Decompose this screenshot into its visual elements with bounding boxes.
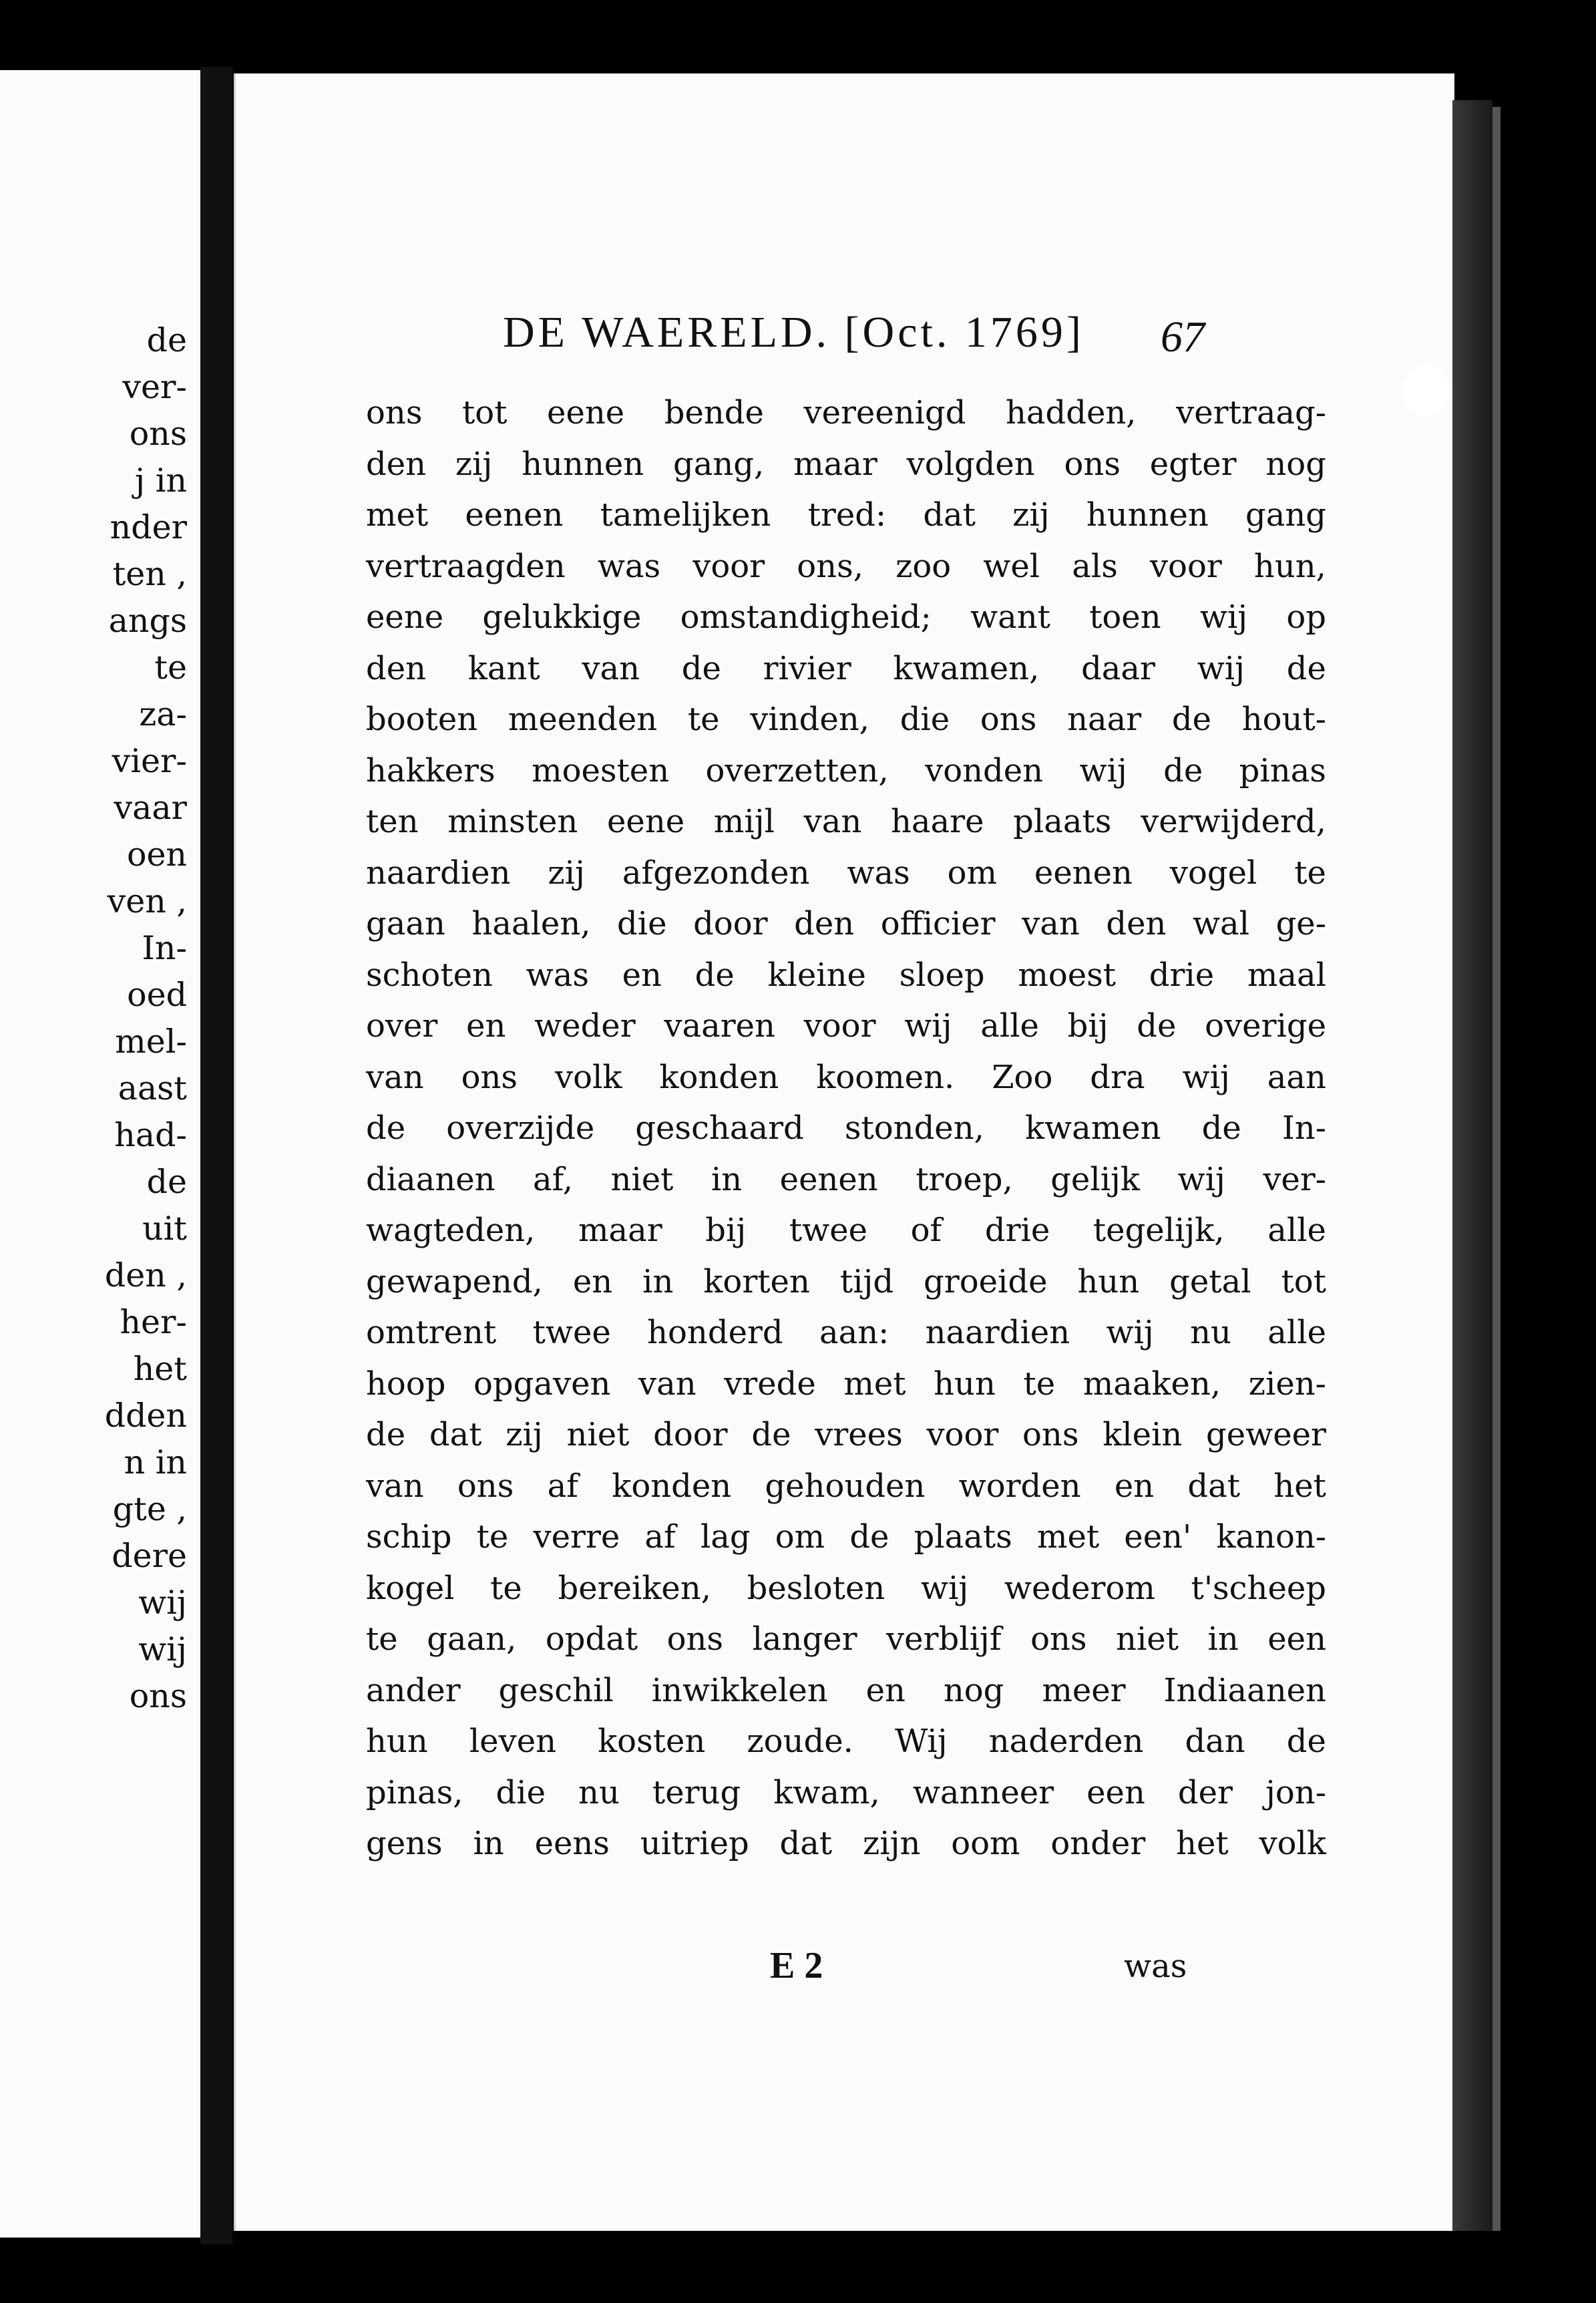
book-gutter [200, 67, 232, 2244]
page-number: 67 [1161, 313, 1205, 361]
text-line: hun leven kosten zoude. Wij naderden dan de [366, 1723, 1326, 1760]
page-edge [1452, 100, 1492, 2231]
left-page-line: te [154, 649, 187, 687]
text-line: hakkers moesten overzetten, vonden wij de pinas [366, 751, 1326, 789]
body-text [366, 387, 1326, 1870]
left-page-line: oen [126, 836, 187, 874]
text-line: over en weder vaaren voor wij alle bij de overige [366, 1007, 1326, 1045]
text-line: booten meenden te vinden, die ons naar de hout- [366, 701, 1326, 738]
left-page-line: her- [120, 1303, 187, 1341]
left-page-line: j in [135, 462, 187, 500]
page [234, 73, 1454, 2231]
left-page-line: aast [118, 1069, 187, 1107]
text-line: vertraagden was voor ons, zoo wel als voor hun, [366, 547, 1326, 585]
text-line: kogel te bereiken, besloten wij wederom t'scheep [366, 1569, 1326, 1607]
text-line: met eenen tamelijken tred: dat zij hunnen gang [366, 496, 1326, 534]
text-line: diaanen af, niet in eenen troep, gelijk wij ver- [366, 1160, 1326, 1198]
text-line: schoten was en de kleine sloep moest drie maal [366, 956, 1326, 994]
text-line: ander geschil inwikkelen en nog meer Indiaanen [366, 1671, 1326, 1709]
left-page-line: had- [114, 1116, 187, 1154]
text-line: den kant van de rivier kwamen, daar wij de [366, 649, 1326, 687]
left-page-line: wij [138, 1630, 187, 1668]
text-line: eene gelukkige omstandigheid; want toen wij op [366, 598, 1326, 636]
left-page-line: ven , [107, 882, 187, 920]
text-line: wagteden, maar bij twee of drie tegelijk, alle [366, 1212, 1326, 1249]
text-line: ons tot eene bende vereenigd hadden, vertraag- [366, 394, 1326, 431]
text-line: den zij hunnen gang, maar volgden ons egter nog [366, 445, 1326, 483]
book-cover-edge [1492, 107, 1501, 2231]
paper-blemish [1402, 364, 1449, 417]
left-page-line: uit [142, 1210, 187, 1248]
text-line: ten minsten eene mijl van haare plaats verwijderd, [366, 803, 1326, 840]
left-page-line: de [146, 1163, 187, 1201]
left-page-line: dere [112, 1537, 187, 1575]
left-page-line: ons [129, 1677, 187, 1715]
left-page-line: ver- [122, 368, 187, 406]
text-line: pinas, die nu terug kwam, wanneer een der jon- [366, 1773, 1326, 1811]
left-page-line: vaar [114, 789, 187, 827]
signature-mark: E 2 [770, 1945, 823, 1986]
text-line: de dat zij niet door de vrees voor ons klein geweer [366, 1416, 1326, 1453]
text-line: van ons af konden gehouden worden en dat het [366, 1467, 1326, 1505]
catchword: was [1124, 1948, 1187, 1985]
left-page-line: n in [124, 1443, 187, 1481]
left-page-line: gte , [112, 1490, 187, 1528]
text-line: hoop opgaven van vrede met hun te maaken, zien- [366, 1365, 1326, 1403]
text-line: omtrent twee honderd aan: naardien wij nu alle [366, 1314, 1326, 1351]
text-line: schip te verre af lag om de plaats met een' kanon- [366, 1518, 1326, 1556]
text-line: gaan haalen, die door den officier van den wal ge- [366, 905, 1326, 942]
left-page-line: In- [142, 929, 187, 967]
left-page-line: wij [138, 1584, 187, 1622]
left-page-line: za- [139, 695, 187, 733]
text-line: de overzijde geschaard stonden, kwamen de In- [366, 1109, 1326, 1147]
left-page-line: mel- [115, 1023, 187, 1061]
left-page-line: vier- [112, 742, 187, 780]
left-page-line: dden [104, 1397, 187, 1435]
left-page-line: den , [104, 1256, 187, 1294]
text-line: van ons volk konden koomen. Zoo dra wij aan [366, 1058, 1326, 1096]
text-line: gens in eens uitriep dat zijn oom onder het volk [366, 1825, 1326, 1862]
left-page-line: het [133, 1350, 187, 1388]
text-line: naardien zij afgezonden was om eenen vogel te [366, 854, 1326, 892]
running-head: DE WAERELD. [Oct. 1769] [503, 308, 1084, 357]
previous-page-fragment [0, 70, 202, 2238]
left-page-line: ons [129, 415, 187, 453]
left-page-line: nder [110, 508, 187, 546]
left-page-line: angs [108, 602, 187, 640]
text-line: gewapend, en in korten tijd groeide hun getal tot [366, 1262, 1326, 1300]
left-page-line: ten , [112, 555, 187, 593]
text-line: te gaan, opdat ons langer verblijf ons niet in een [366, 1620, 1326, 1658]
left-page-line: oed [127, 976, 187, 1014]
left-page-line: de [146, 321, 187, 359]
